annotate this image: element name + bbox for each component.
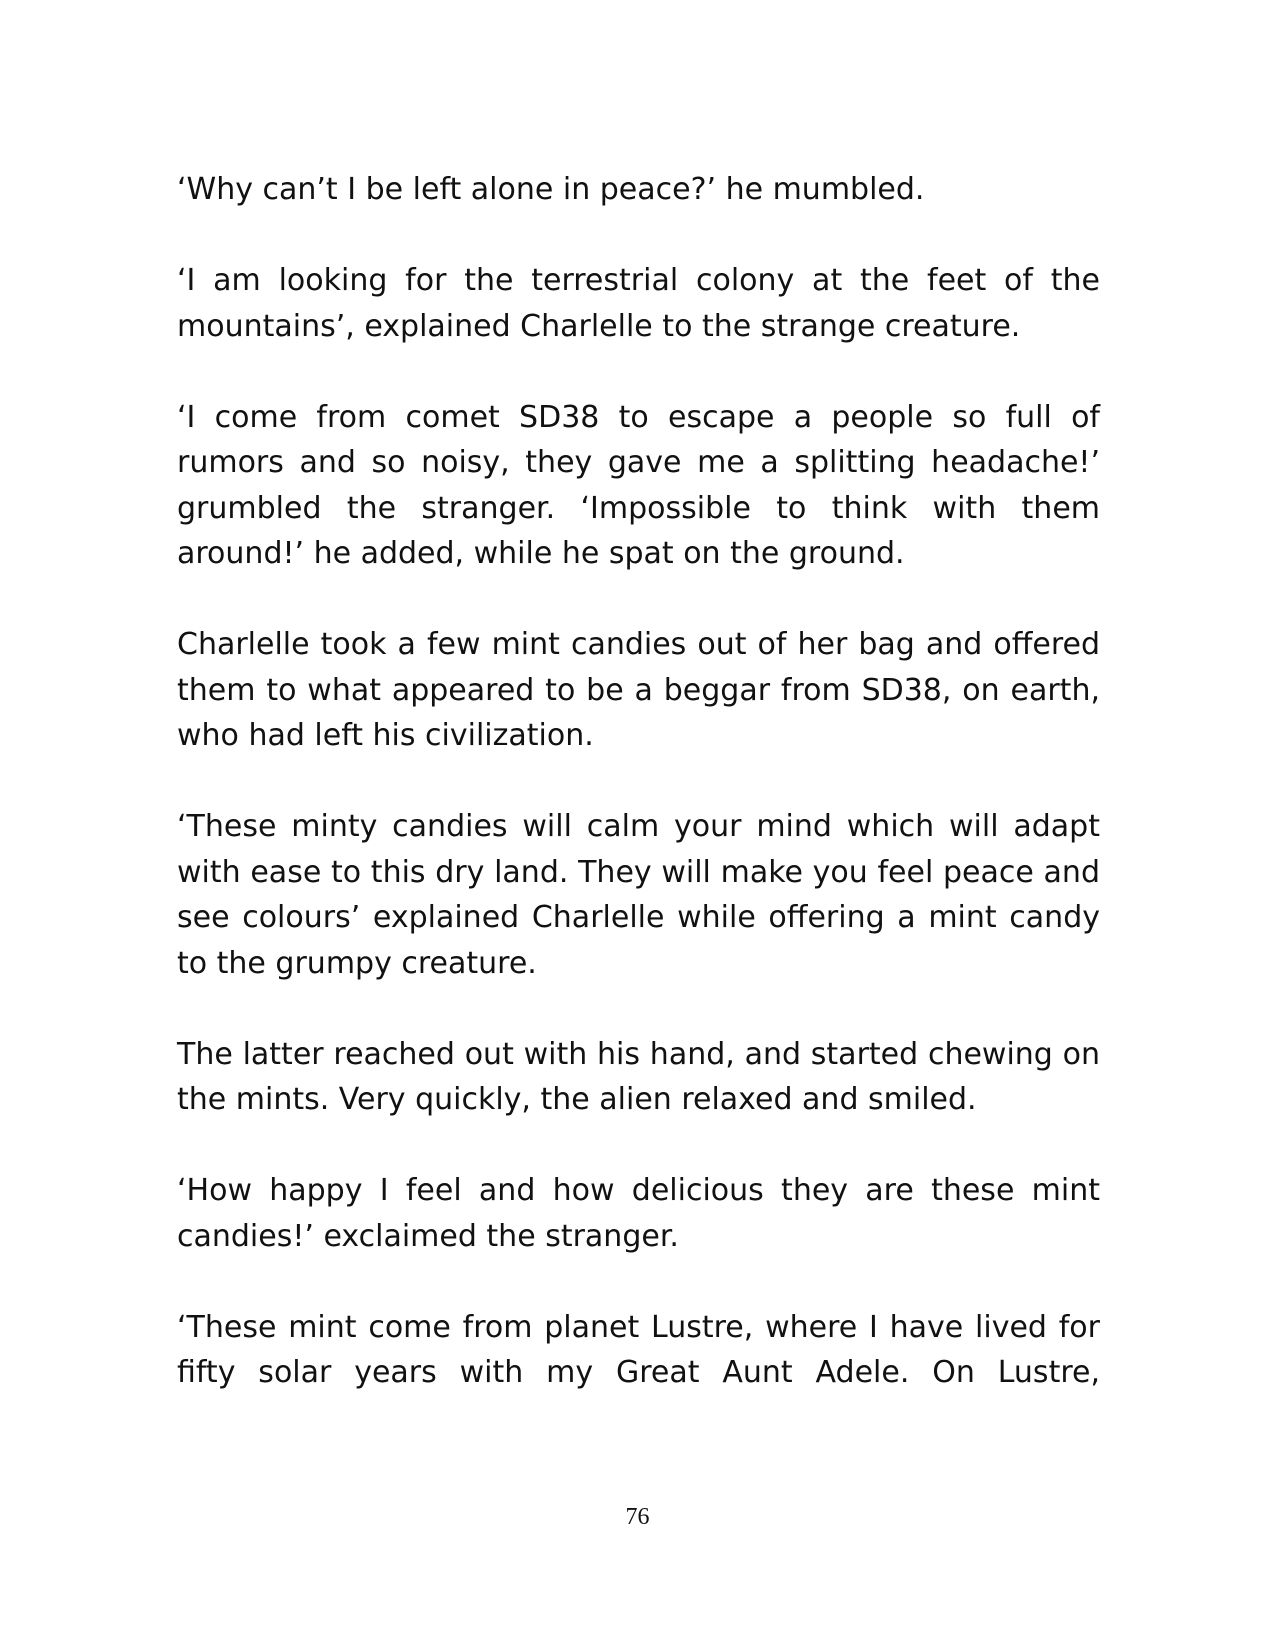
paragraph: ‘I come from comet SD38 to escape a people so full of rumors and so noisy, they gave me a splitting headache!’ grumbled the stranger. ‘Impossible to think with them around!’ he added, while he spat on the ground. [177, 399, 1100, 571]
paragraph: Charlelle took a few mint candies out of her bag and offered them to what appeared to be a beggar from SD38, on earth, who had left his civilization. [177, 627, 1100, 753]
paragraph: ‘How happy I feel and how delicious they are these mint candies!’ exclaimed the stranger. [177, 1173, 1100, 1254]
page-number: 76 [625, 1504, 650, 1530]
paragraph: ‘Why can’t I be left alone in peace?’ he mumbled. [177, 172, 925, 207]
paragraph: The latter reached out with his hand, and started chewing on the mints. Very quickly, the alien relaxed and smiled. [177, 1036, 1100, 1117]
paragraph: ‘These minty candies will calm your mind which will adapt with ease to this dry land. They will make you feel peace and see colours’ explained Charlelle while offering a mint candy to the grumpy creature. [177, 809, 1100, 981]
paragraph: ‘I am looking for the terrestrial colony at the feet of the mountains’, explained Charlelle to the strange creature. [177, 263, 1100, 344]
paragraph: ‘These mint come from planet Lustre, where I have lived for fifty solar years with my Great Aunt Adele. On Lustre, [177, 1309, 1100, 1390]
body-text [177, 167, 1100, 1396]
